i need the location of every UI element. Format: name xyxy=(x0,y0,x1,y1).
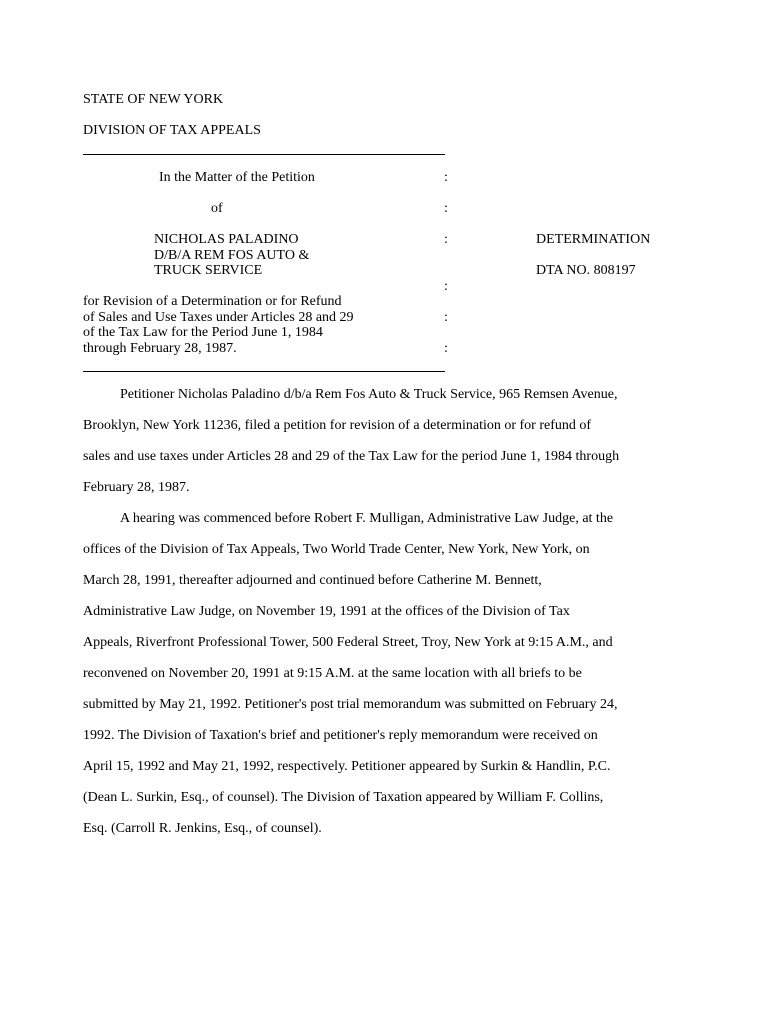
paragraph-petition xyxy=(83,379,667,503)
caption-party-line: D/B/A REM FOS AUTO & xyxy=(154,247,310,263)
paragraph-line: April 15, 1992 and May 21, 1992, respectively. Petitioner appeared by Surkin & Handlin, P.C. xyxy=(83,759,611,774)
caption-of: of xyxy=(211,201,223,216)
paragraph-line: reconvened on November 20, 1991 at 9:15 A.M. at the same location with all briefs to be xyxy=(83,666,582,681)
paragraph-line: March 28, 1991, thereafter adjourned and continued before Catherine M. Bennett, xyxy=(83,573,542,588)
caption-purpose-line: of Sales and Use Taxes under Articles 28 and 29 xyxy=(83,309,354,325)
caption-top-rule xyxy=(83,154,445,155)
caption-purpose-line: of the Tax Law for the Period June 1, 1984 xyxy=(83,325,323,340)
caption-colon: : xyxy=(444,341,448,356)
document-type: DETERMINATION xyxy=(536,232,651,247)
paragraph-hearing xyxy=(83,503,667,844)
caption-purpose xyxy=(83,294,354,356)
paragraph-line: A hearing was commenced before Robert F. Mulligan, Administrative Law Judge, at the xyxy=(120,511,614,526)
caption-party xyxy=(154,232,309,279)
paragraph-line: Petitioner Nicholas Paladino d/b/a Rem Fos Auto & Truck Service, 965 Remsen Avenue, xyxy=(120,387,618,402)
caption-colon: : xyxy=(444,310,448,325)
caption-colon: : xyxy=(444,201,448,216)
caption-party-line: TRUCK SERVICE xyxy=(154,263,263,278)
caption-purpose-line: for Revision of a Determination or for Refund xyxy=(83,294,342,309)
dta-number: DTA NO. 808197 xyxy=(536,263,636,278)
paragraph-line: offices of the Division of Tax Appeals, Two World Trade Center, New York, New York, on xyxy=(83,542,590,557)
state-heading: STATE OF NEW YORK xyxy=(83,92,224,107)
caption-colon: : xyxy=(444,279,448,294)
caption-bottom-rule xyxy=(83,371,445,372)
paragraph-line: Brooklyn, New York 11236, filed a petition for revision of a determination or for refund of xyxy=(83,418,592,433)
paragraph-line: Administrative Law Judge, on November 19, 1991 at the offices of the Division of Tax xyxy=(83,604,570,619)
paragraph-line: Esq. (Carroll R. Jenkins, Esq., of counsel). xyxy=(83,821,322,836)
caption-purpose-line: through February 28, 1987. xyxy=(83,340,237,356)
paragraph-line: Appeals, Riverfront Professional Tower, 500 Federal Street, Troy, New York at 9:15 A.M., and xyxy=(83,635,613,650)
paragraph-line: (Dean L. Surkin, Esq., of counsel). The Division of Taxation appeared by William F. Collins, xyxy=(83,790,604,805)
division-heading: DIVISION OF TAX APPEALS xyxy=(83,123,261,138)
caption-colon: : xyxy=(444,170,448,185)
paragraph-line: February 28, 1987. xyxy=(83,480,190,495)
paragraph-line: sales and use taxes under Articles 28 and 29 of the Tax Law for the period June 1, 1984 through xyxy=(83,449,620,464)
caption-colon: : xyxy=(444,232,448,247)
paragraph-line: 1992. The Division of Taxation's brief and petitioner's reply memorandum were received on xyxy=(83,728,598,743)
caption-party-line: NICHOLAS PALADINO xyxy=(154,232,299,247)
paragraph-line: submitted by May 21, 1992. Petitioner's post trial memorandum was submitted on February 24, xyxy=(83,697,618,712)
caption-matter: In the Matter of the Petition xyxy=(159,170,315,185)
